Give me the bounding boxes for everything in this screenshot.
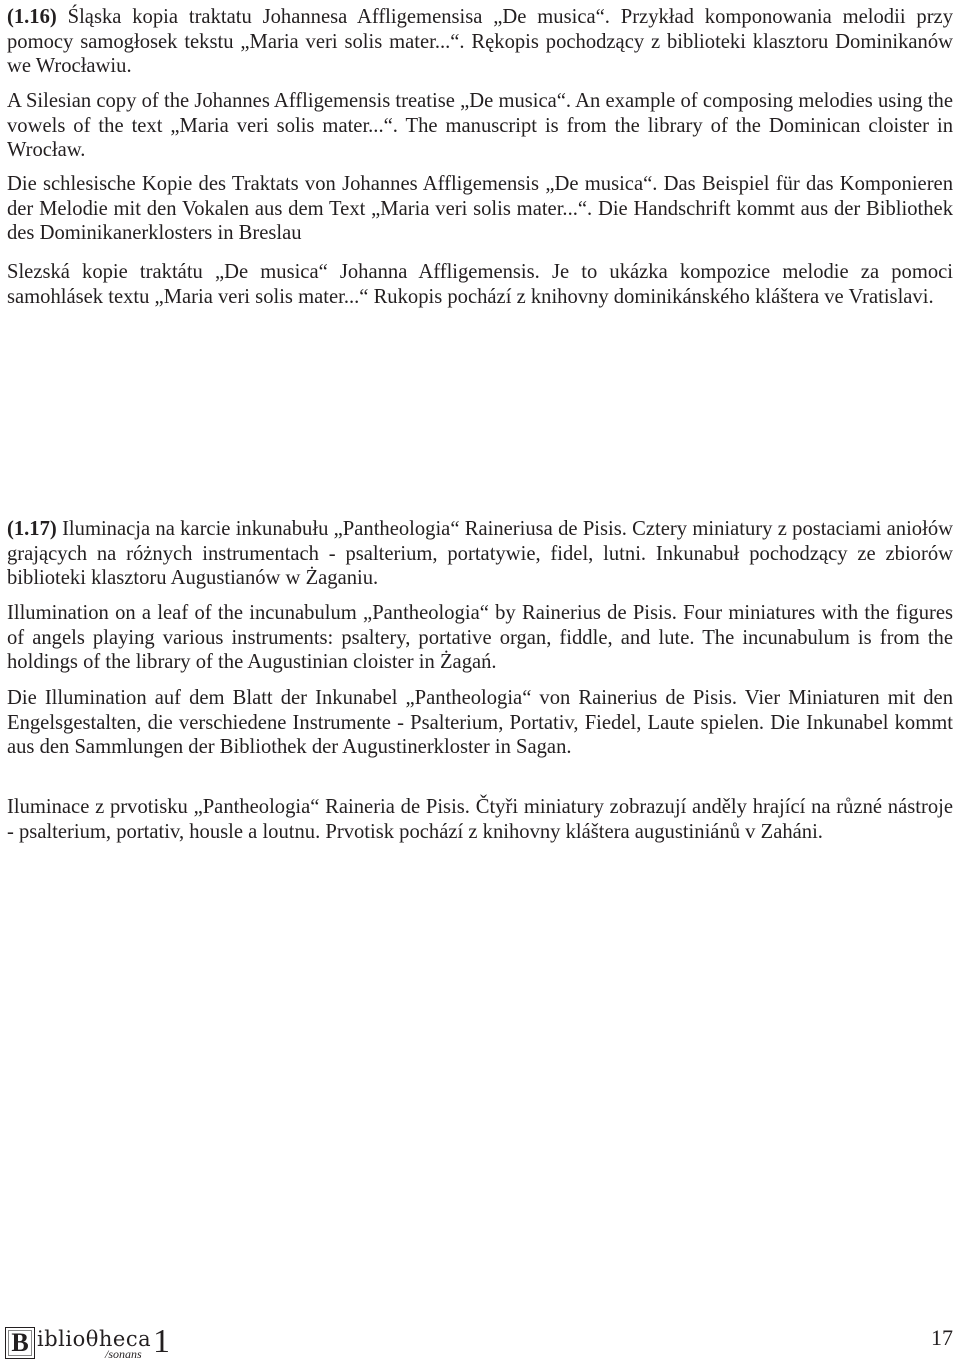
entry-1-czech: Slezská kopie traktátu „De musica“ Johanna Affligemensis. Je to ukázka kompozice melodie za pomoci samohlásek textu „Maria veri solis mater...“ Rukopis pochází z knihovny dominikánského kláštera ve Vratislavi. — [7, 261, 953, 308]
entry-2-german: Die Illumination auf dem Blatt der Inkunabel „Pantheologia“ von Rainerius de Pisis. Vier Miniaturen mit den Engelsgestalten, die verschiedene Instrumente - Psalterium, Portativ, Fiedel, Laute spielen. Die Inkunabel kommt aus den Sammlungen der Bibliothek der Augustinerkloster in Sagan. — [7, 687, 953, 758]
entry-2-number: (1.17) — [7, 518, 57, 540]
entry-2-polish-text: Iluminacja na karcie inkunabułu „Pantheologia“ Raineriusa de Pisis. Cztery miniatury z postaciami aniołów grających na różnych instrumentach - psalterium, portatywie, fidel, lutni. Inkunabuł pochodzący ze zbiorów biblioteki klasztoru Augustianów w Żaganiu. — [7, 518, 953, 589]
logo-word: iblioθheca — [37, 1327, 152, 1351]
logo-initial: B — [5, 1327, 35, 1359]
entry-2-czech: Iluminace z prvotisku „Pantheologia“ Raineria de Pisis. Čtyři miniatury zobrazují anděly hrající na různé nástroje - psalterium, portativ, housle a loutnu. Prvotisk pochází z knihovny kláštera augustiniánů v Zaháni. — [7, 796, 953, 843]
entry-1-german: Die schlesische Kopie des Traktats von Johannes Affligemensis „De musica“. Das Beispiel für das Komponieren der Melodie mit den Vokalen aus dem Text „Maria veri solis mater...“. Die Handschrift kommt aus der Bibliothek des Dominikanerklosters in Breslau — [7, 173, 953, 244]
entry-1-number: (1.16) — [7, 6, 57, 28]
logo-subtitle: /sonans — [105, 1347, 142, 1361]
page-footer — [5, 1325, 955, 1361]
logo-series-number: 1 — [153, 1323, 170, 1360]
page-number: 17 — [931, 1325, 953, 1350]
bibliotheca-sonans-logo — [5, 1325, 170, 1359]
entry-2-polish — [7, 517, 953, 591]
entry-1-polish-text: Śląska kopia traktatu Johannesa Affligemensisa „De musica“. Przykład komponowania melodii przy pomocy samogłosek tekstu „Maria veri solis mater...“. Rękopis pochodzący z biblioteki klasztoru Dominikanów we Wrocławiu. — [7, 6, 953, 77]
logo-wordmark — [37, 1325, 152, 1361]
entry-1-english: A Silesian copy of the Johannes Affligemensis treatise „De musica“. An example of composing melodies using the vowels of the text „Maria veri solis mater...“. The manuscript is from the library of the Dominican cloister in Wrocław. — [7, 90, 953, 161]
entry-2-english: Illumination on a leaf of the incunabulum „Pantheologia“ by Rainerius de Pisis. Four miniatures with the figures of angels playing various instruments: psaltery, portative organ, fiddle, and lute. The incunabulum is from the holdings of the library of the Augustinian cloister in Żagań. — [7, 602, 953, 673]
entry-1-polish — [7, 5, 953, 79]
